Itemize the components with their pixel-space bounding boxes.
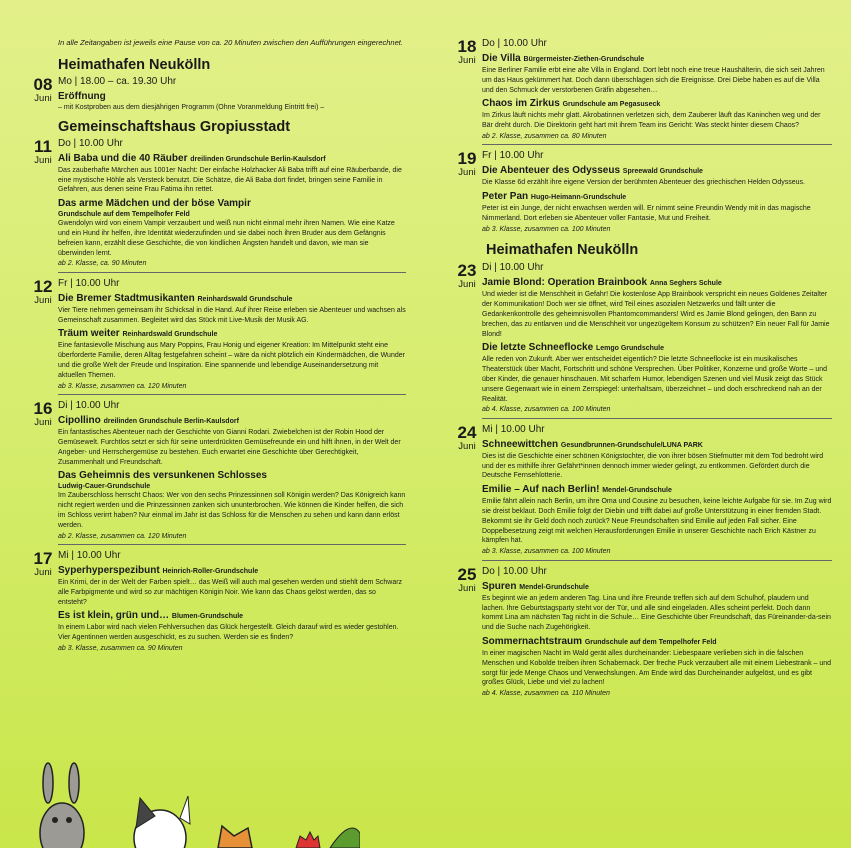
event-day: 18 — [457, 37, 477, 56]
school-name: dreilinden Grundschule Berlin-Kaulsdorf — [103, 418, 239, 426]
donkey-icon — [40, 763, 84, 848]
play-description: Und wieder ist die Menschheit in Gefahr! Die kostenlose App Brainbook verspricht ein neues Goldenes Zeitalter der Kommunikation! Doch wer sie öffnet, wird Teil eines asozialen Netzwerks und fällt unter die Gedankenkontrolle des geheimnisvollen Phantomcommanders! Wird es Jamie Blond gelingen, den Bann zu brechen, das zu entlarven und die Menschheit vor ungezügeltem Konsum zu schützen? Ein neuer Fall für Jamie Blond! — [482, 291, 830, 338]
event-description: – mit Kostproben aus dem diesjährigen Programm (Ohne Voranmeldung Eintritt frei) – — [58, 104, 325, 111]
play-title: Schneewittchen Gesundbrunnen-Grundschule/LUNA PARK — [482, 438, 703, 450]
play-description: Peter ist ein Junge, der nicht erwachsen werden will. Er nimmt seine Freundin Wendy mit in das magische Nimmerland. Dort erleben sie Abenteuer voller Fantasie, Mut und Freiheit. — [482, 205, 811, 223]
play-title: Sommernachtstraum Grundschule auf dem Tempelhofer Feld — [482, 635, 717, 647]
event-meta: ab 3. Klasse, zusammen ca. 120 Minuten — [58, 382, 406, 396]
school-name: Heinrich-Roller-Grundschule — [162, 568, 259, 576]
school-name: Bürgermeister-Ziethen-Grundschule — [523, 56, 645, 63]
school-name: Gesundbrunnen-Grundschule/LUNA PARK — [560, 441, 703, 449]
event-time: Di | 10.00 Uhr — [58, 400, 120, 412]
play-title: Die Abenteuer des Odysseus Spreewald Grundschule — [482, 165, 703, 177]
frog-icon — [330, 828, 360, 848]
play-title: Peter Pan Hugo-Heimann-Grundschule — [482, 191, 627, 203]
play-title: Träum weiter Reinhardswald Grundschule — [58, 328, 218, 340]
play-description: Die Klasse 6d erzählt ihre eigene Version der berühmten Abenteuer des griechischen Helden Odysseus. — [482, 179, 805, 187]
event-meta: ab 4. Klasse, zusammen ca. 100 Minuten — [482, 405, 832, 419]
cat-orange-icon — [218, 826, 252, 848]
event-meta: ab 3. Klasse, zusammen ca. 90 Minuten — [58, 645, 183, 653]
animal-illustration — [0, 758, 360, 848]
event-08 — [28, 76, 406, 113]
play-title: Ali Baba und die 40 Räuber dreilinden Grundschule Berlin-Kaulsdorf — [58, 152, 326, 164]
play-description: Alle reden von Zukunft. Aber wer entscheidet eigentlich? Die letzte Schneeflocke ist ein musikalisches Theaterstück über Macht, Fortschritt und schöne Versprechen. Über Politiker, Konzerne und große Worte – und über Kinder, die genauer hinschauen. Mit scharfem Humor, lebendigen Szenen und viel Musik zeigt das Stück unsere Gegenwart wie in einem Zerrspiegel: unterhaltsam, überzeichnet – und doch erschreckend nah an der Realität. — [482, 356, 827, 403]
event-month: Juni — [34, 294, 52, 306]
school-name: Anna Seghers Schule — [649, 280, 722, 288]
right-column — [452, 38, 832, 707]
event-11 — [28, 138, 406, 273]
event-meta: ab 2. Klasse, ca. 90 Minuten — [58, 259, 406, 273]
school-name: Mendel-Grundschule — [602, 487, 672, 495]
school-name: dreilinden Grundschule Berlin-Kaulsdorf — [190, 155, 326, 163]
school-name: Lemgo Grundschule — [595, 345, 664, 353]
play-description: Im Zirkus läuft nichts mehr glatt. Akrobatinnen verletzen sich, dem Zauberer läuft das Kaninchen weg und der Bär dreht durch. Die Direktorin geht hart mit ihrem Team ins Gericht: Was steckt hinter diesem Chaos? — [482, 112, 821, 130]
school-name: Reinhardswald Grundschule — [122, 331, 218, 339]
event-day: 23 — [457, 261, 477, 281]
play-title: Die letzte Schneeflocke Lemgo Grundschule — [482, 342, 664, 354]
event-17 — [28, 550, 406, 656]
event-19 — [452, 150, 832, 237]
cat-icon — [134, 796, 190, 848]
play-description: Emilie fährt allein nach Berlin, um ihre Oma und Cousine zu besuchen, keine leichte Aufgabe für sie. Im Zug wird sie dreist beklaut. Doch Emilie folgt der Diebin und trifft dabei auf große Unterstützung in einer fremden Stadt. Bekommt sie ihr Geld doch noch zurück? Neue Freundschaften sind Emilie auf jeden Fall sicher. Eine Doppelbesetzung zeigt mit welchen Herausforderungen Emilie in unserer Geschichte nach Erich Kästner zu kämpfen hat. — [482, 498, 832, 545]
play-description: Dies ist die Geschichte einer schönen Königstochter, die von ihrer bösen Stiefmutter mit dem Tod bedroht wird und der es mithilfe ihrer Gefährt*innen dennoch immer wieder gelingt, zu entkommen. Gefördert durch die Deutsche Fernsehlotterie. — [482, 452, 824, 480]
event-day: 25 — [457, 564, 477, 584]
venue-heading: Heimathafen Neukölln — [486, 242, 639, 259]
event-day: 12 — [33, 276, 53, 296]
event-meta: ab 3. Klasse, zusammen ca. 100 Minuten — [482, 547, 832, 561]
play-description: In einer magischen Nacht im Wald gerät alles durcheinander: Liebespaare verlieben sich in die falschen Menschen und Kobolde treiben ihren Schabernack. Der freche Puck verzaubert alle mit einem Liebestrank – und sorgt für jede Menge Chaos und Verwechslungen. Am Ende wird das Durcheinander aufgelöst, und es gibt großes Glück, Liebe und viel zu lachen! — [482, 649, 832, 687]
event-time: Do | 10.00 Uhr — [482, 565, 547, 577]
event-16 — [28, 400, 406, 545]
play-title: Chaos im Zirkus Grundschule am Pegasuseck — [482, 98, 661, 110]
school-name: Reinhardswald Grundschule — [197, 295, 293, 303]
event-time: Do | 10.00 Uhr — [58, 137, 123, 149]
play-title: Cipollino dreilinden Grundschule Berlin-Kaulsdorf — [58, 415, 239, 427]
play-description: Im Zauberschloss herrscht Chaos: Wer von den sechs Prinzessinnen soll Königin werden? Das Königreich kann nicht regiert werden und die Prinzessinnen zanken sich ununterbrochen. Wie können die Kinder helfen, die sich im Schloss verirrt haben? Nur einmal im Jahr ist das Schloss für die Menschen zu sehen und kann dann erlöst werden. — [58, 492, 406, 529]
event-month: Juni — [34, 93, 52, 104]
event-24 — [452, 424, 832, 561]
event-month: Juni — [34, 567, 52, 579]
play-title: Es ist klein, grün und… Blumen-Grundschule — [58, 610, 244, 622]
play-title: Spuren Mendel-Grundschule — [482, 580, 589, 592]
play-description: Gwendolyn wird von einem Vampir verzaubert und weiß nun nicht einmal mehr ihren Namen. Wie eine Katze und ein Hund ihr helfen, ihre Identität wiederzufinden und sie dabei noch ihren Bruder aus dem Gefängnis befreien kann, erzählt diese Geschichte, die von kindlichen Ängsten handelt und davon, wie man sie überwinden lernt. — [58, 220, 395, 257]
rooster-icon — [296, 832, 320, 848]
play-title: Das arme Mädchen und der böse Vampir — [58, 198, 251, 210]
event-23 — [452, 262, 832, 418]
play-description: Es beginnt wie an jedem anderen Tag. Lina und ihre Freunde treffen sich auf dem Schulhof, plaudern und lachen. Ihre Geburtstagsparty steht vor der Tür, und alle sind eingeladen. Alles scheint perfekt. Doch dann kommt Lina am nächsten Tag nicht in die Schule… Eine Geschichte über Freundschaft, das Füreinander-da-sein und die Suche nach Zugehörigkeit. — [482, 594, 831, 632]
event-day: 08 — [33, 75, 53, 94]
school-name: Grundschule am Pegasuseck — [562, 101, 661, 109]
school-name: Blumen-Grundschule — [171, 613, 244, 621]
event-time: Fr | 10.00 Uhr — [482, 150, 544, 162]
event-month: Juni — [458, 582, 476, 594]
play-description: In einem Labor wird nach vielen Fehlversuchen das Glück hergestellt. Gleich darauf wird es wieder gestohlen. Vier Agentinnen werden ausgeschickt, es zu suchen. Werden sie es finden? — [58, 624, 399, 642]
venue-heading: Heimathafen Neukölln — [58, 57, 211, 73]
school-name: Ludwig-Cauer-Grundschule — [58, 483, 151, 491]
school-name: Grundschule auf dem Tempelhofer Feld — [58, 211, 190, 219]
venue-heading: Gemeinschaftshaus Gropiusstadt — [58, 118, 291, 135]
play-description: Das zauberhafte Märchen aus 1001er Nacht: Der einfache Holzhacker Ali Baba trifft auf eine Räuberbande, die eine mystische Höhle als Versteck benutzt. Die Schätze, die Ali Baba dort findet, bringen seine Familie in Gefahren, aus denen seine Frau Fatima ihn rettet. — [58, 166, 402, 194]
play-title: Emilie – Auf nach Berlin! Mendel-Grundschule — [482, 484, 672, 496]
event-meta: ab 2. Klasse, zusammen ca. 120 Minuten — [58, 532, 406, 546]
event-time: Mo | 18.00 – ca. 19.30 Uhr — [58, 76, 177, 87]
school-name: Spreewald Grundschule — [622, 168, 703, 176]
event-title: Eröffnung — [58, 91, 106, 102]
left-column — [28, 0, 406, 662]
school-name: Mendel-Grundschule — [519, 583, 589, 591]
event-time: Di | 10.00 Uhr — [482, 262, 544, 274]
event-month: Juni — [458, 440, 476, 452]
play-title: Die Villa Bürgermeister-Ziethen-Grundschule — [482, 53, 645, 64]
event-day: 24 — [457, 422, 477, 442]
play-description: Ein Krimi, der in der Welt der Farben spielt… das Weiß will auch mal gesehen werden und stiehlt dem Schwarz alle Farbpigmente und wird so zur mächtigen Königin Noir. Wie kann das Chaos gelöst werden, das so entsteht? — [58, 579, 403, 606]
play-title: Das Geheimnis des versunkenen Schlosses — [58, 470, 267, 482]
event-day: 16 — [33, 399, 53, 419]
event-meta: ab 4. Klasse, zusammen ca. 110 Minuten — [482, 690, 610, 698]
event-month: Juni — [458, 167, 476, 179]
event-month: Juni — [34, 417, 52, 429]
event-time: Mi | 10.00 Uhr — [58, 550, 121, 562]
event-day: 19 — [457, 149, 477, 169]
play-title: Jamie Blond: Operation Brainbook Anna Seghers Schule — [482, 277, 722, 289]
event-time: Mi | 10.00 Uhr — [482, 423, 545, 435]
event-time: Fr | 10.00 Uhr — [58, 277, 120, 289]
play-description: Eine Berliner Familie erbt eine alte Villa in England. Dort lebt noch eine treue Haushälterin, die sich seit Jahren um das Haus gekümmert hat. Doch dann überschlagen sich die Ereignisse. Drei Diebe haben es auf die Villa und den Schmuck der verstorbenen Gräfin abgesehen… — [482, 67, 825, 94]
school-name: Grundschule auf dem Tempelhofer Feld — [584, 638, 717, 646]
pause-note: In alle Zeitangaben ist jeweils eine Pause von ca. 20 Minuten zwischen den Aufführungen eingerechnet. — [58, 38, 403, 47]
event-12 — [28, 278, 406, 395]
event-month: Juni — [34, 154, 52, 166]
event-day: 11 — [34, 136, 52, 156]
play-description: Ein fantastisches Abenteuer nach der Geschichte von Gianni Rodari. Zwiebelchen ist der Robin Hood der Gemüsewelt. Furchtlos setzt er sich für seine unterdrückten Gemüsefreunde ein und hilft ihnen, in der Welt der Angeber- und Herrschergemüse zu bestehen. Euch erwartet eine Geschichte über Gerechtigkeit, Zusammenhalt und Freundschaft. — [58, 429, 401, 466]
event-meta: ab 2. Klasse, zusammen ca. 80 Minuten — [482, 132, 832, 146]
event-meta: ab 3. Klasse, zusammen ca. 100 Minuten — [482, 225, 611, 233]
event-day: 17 — [33, 549, 53, 569]
play-description: Vier Tiere nehmen gemeinsam ihr Schicksal in die Hand. Auf ihrer Reise erleben sie Abenteuer und wachsen als Gemeinschaft zusammen. Begleitet wird das Stück mit Live-Musik der Musik AG. — [58, 306, 406, 324]
play-description: Eine fantasievolle Mischung aus Mary Poppins, Frau Honig und eigener Kreation: Im Mittelpunkt steht eine überforderte Familie, deren Alltag festgefahren scheint – wäre da nicht plötzlich ein Kindermädchen, die Wunder und die große Welt der Freude und Inspiration. Eine spannende und lebendige Auseinandersetzung mit aktuellen Themen. — [58, 342, 405, 379]
school-name: Hugo-Heimann-Grundschule — [530, 194, 627, 202]
play-title: Die Bremer Stadtmusikanten Reinhardswald Grundschule — [58, 292, 293, 304]
event-time: Do | 10.00 Uhr — [482, 38, 547, 49]
event-25 — [452, 566, 832, 702]
event-18 — [452, 38, 832, 145]
event-month: Juni — [458, 55, 476, 66]
event-month: Juni — [458, 279, 476, 291]
play-title: Syperhyperspezibunt Heinrich-Roller-Grundschule — [58, 565, 259, 577]
